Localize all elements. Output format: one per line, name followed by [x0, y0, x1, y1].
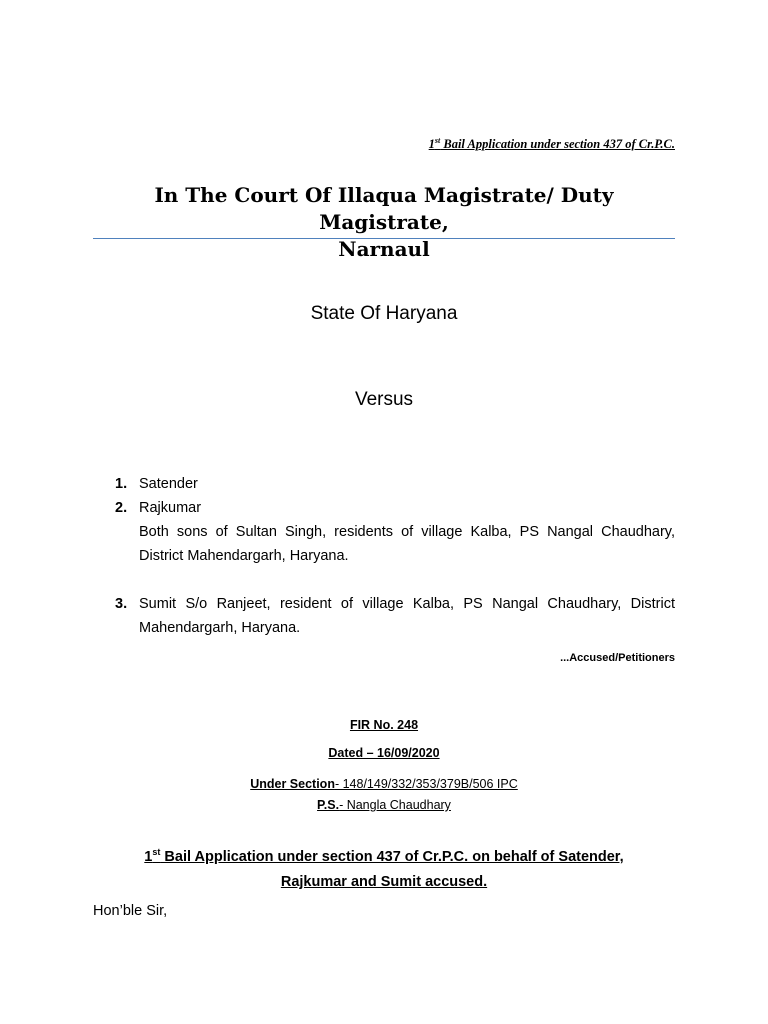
title-divider — [93, 238, 675, 239]
fir-section — [93, 777, 675, 791]
note-ordinal: 1 — [428, 137, 435, 152]
fir-police-station — [93, 798, 675, 812]
bail-heading-line-2: Rajkumar and Sumit accused. — [280, 873, 488, 890]
salutation: Hon’ble Sir, — [93, 903, 168, 919]
accused-list — [115, 472, 675, 640]
bail-line-1-text: Bail Application under section 437 of Cr.P.C. on behalf of Satender, — [160, 848, 624, 865]
bail-ordinal: 1 — [144, 848, 153, 865]
accused-item — [115, 520, 675, 568]
accused-item — [115, 496, 675, 520]
accused-text: Rajkumar — [139, 500, 202, 516]
accused-item — [115, 592, 675, 640]
accused-number: 1. — [115, 476, 128, 492]
accused-text: Sumit S/o Ranjeet, resident of village Kalba, PS Nangal Chaudhary, District Mahendargarh, Haryana. — [139, 596, 675, 636]
application-type-note — [429, 136, 675, 152]
section-value: - 148/149/332/353/379B/506 IPC — [334, 777, 518, 791]
bail-heading-line-1 — [93, 840, 675, 870]
court-title — [93, 182, 675, 263]
note-ordinal-suffix: st — [434, 136, 441, 145]
accused-number — [115, 520, 139, 568]
ps-value: - Nangla Chaudhary — [339, 798, 451, 812]
versus-label: Versus — [354, 389, 414, 410]
fir-date: Dated – 16/09/2020 — [328, 746, 440, 760]
court-title-line-2: Narnaul — [338, 237, 430, 261]
fir-number: FIR No. 248 — [349, 718, 419, 732]
bail-ordinal-suffix: st — [152, 847, 161, 857]
petitioners-label: ...Accused/Petitioners — [560, 652, 675, 664]
accused-item — [115, 472, 675, 496]
accused-number: 2. — [115, 500, 128, 516]
court-title-line-1: In The Court Of Illaqua Magistrate/ Duty Magistrate, — [154, 183, 614, 234]
state-party: State Of Haryana — [310, 303, 458, 324]
bail-application-heading — [93, 840, 675, 895]
accused-number: 3. — [115, 596, 128, 612]
accused-residence-text: Both sons of Sultan Singh, residents of village Kalba, PS Nangal Chaudhary, District Mahendargarh, Haryana. — [139, 524, 675, 564]
list-spacer — [115, 568, 675, 592]
section-label: Under Section — [250, 777, 335, 791]
note-text: Bail Application under section 437 of Cr.P.C. — [440, 137, 675, 152]
accused-text: Satender — [139, 476, 198, 492]
ps-label: P.S. — [317, 798, 340, 812]
